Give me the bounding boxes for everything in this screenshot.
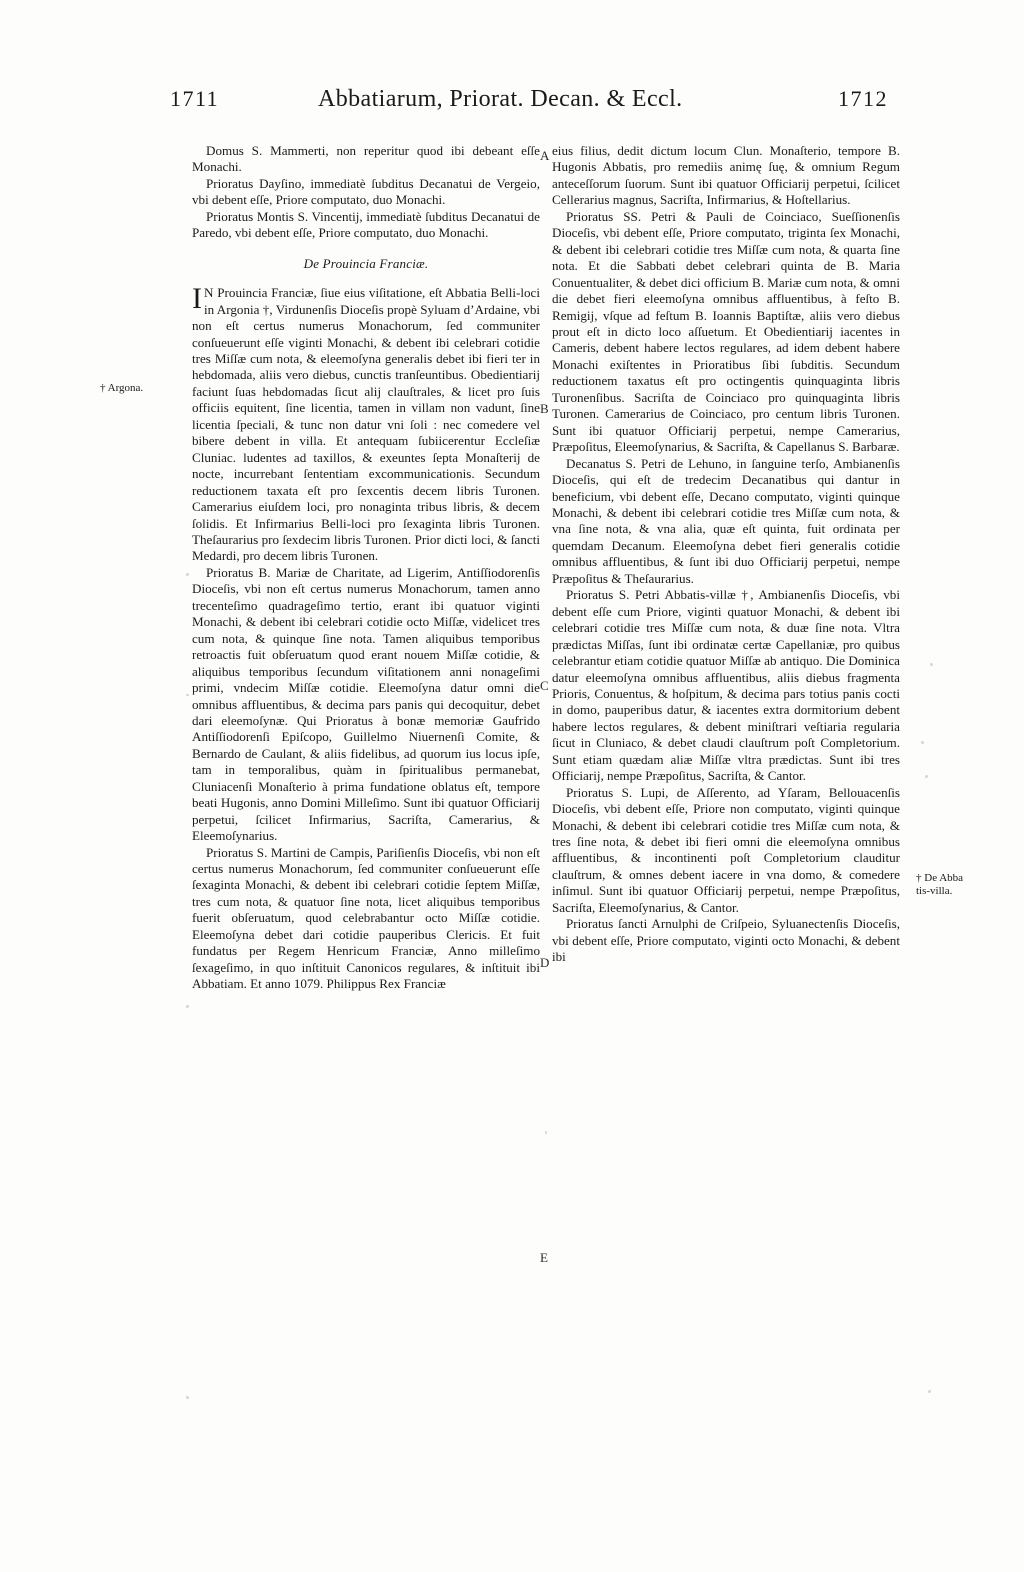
gutter-letter-b: B <box>540 401 549 416</box>
folio-number-left: 1711 <box>170 86 220 111</box>
gutter-letter-d: D <box>540 955 550 970</box>
paragraph: Prioratus B. Mariæ de Charitate, ad Ligerim, Antiſſiodorenſis Dioceſis, vbi non eſt certus numerus Monachorum, tamen anno trecenteſimo quadrageſimo tertio, erant ibi quatuor viginti Monachi, & debent ibi celebrari cotidie octo Miſſæ, videlicet tres cum nota, & quinque ſine nota. Tamen aliquibus temporibus retroactis fuit obſeruatum quod erant nouem Miſſæ cotidie, & aliquibus temporibus ſecundum viſitationem anni nonageſimi primi, vndecim Miſſæ cotidie. Eleemoſyna datur omni die omnibus affluentibus, & decima pars panis qui decoquitur, debet dari eleemoſynæ. Qui Prioratus à bonæ memoriæ Gaufrido Antiſſiodorenſi Epiſcopo, Guillelmo Niuernenſi Comite, & Bernardo de Caulant, & aliis fidelibus, ad quorum ius locus ipſe, tam in temporalibus, quàm in ſpiritualibus permanebat, Cluniacenſi Monaſterio à prima fundatione oblatus eſt, tempore beati Hugonis, anno Domini Milleſimo. Sunt ibi quatuor Officiarij perpetui, ſcilicet Infirmarius, Sacriſta, Camerarius, & Eleemoſynarius. <box>192 564 540 844</box>
text-column-right <box>552 143 900 966</box>
paragraph: Prioratus S. Petri Abbatis-villæ †, Ambianenſis Dioceſis, vbi debent eſſe cum Priore, viginti quatuor Monachi, & debent ibi celebrari cotidie tres Miſſæ cum nota, & duæ ſine nota. Vltra prædictas Miſſas, ſunt ibi ordinatæ certæ Capellaniæ, pro quibus celebrantur etiam cotidie quatuor Miſſæ ab antiquo. Die Dominica datur eleemoſyna omnibus affluentibus, aliis diebus fragmenta Prioris, Conuentus, & hoſpitum, & decima pars totius panis cocti in domo, pauperibus datur, & iacentes extra dormitorium debent habere lectos regulares, & debent miniſtrari veſtiaria regularia ſicut in Cluniaco, & debet claudi clauſtrum poſt Completorium. Sunt etiam quædam aliæ Miſſæ vltra prædictas. Sunt ibi tres Officiarij, nempe Præpoſitus, Sacriſta, & Cantor. <box>552 587 900 784</box>
margin-note-line-2: tis-villa. <box>916 885 953 897</box>
gutter-letter-c: C <box>540 678 549 693</box>
section-heading: De Prouincia Franciæ. <box>303 255 429 271</box>
paragraph: eius filius, dedit dictum locum Clun. Monaſterio, tempore B. Hugonis Abbatis, pro remediis animę ſuę, & omnium Regum anteceſſorum ſuorum. Sunt ibi quatuor Officiarij perpetui, ſcilicet Cellerarius magnus, Sacriſta, Infirmarius, & Hoſtellarius. <box>552 143 900 208</box>
page-title: Abbatiarum, Priorat. Decan. & Eccl. <box>318 86 683 112</box>
margin-note-argona: † Argona. <box>100 382 144 394</box>
paragraph: Prioratus SS. Petri & Pauli de Coinciaco, Sueſſionenſis Dioceſis, vbi debent eſſe, Priore computato, triginta ſex Monachi, & debent ibi celebrari cotidie tres Miſſæ cum nota, & quarta ſine nota. Et die Sabbati debet celebrari quinta de B. Maria Conuentualiter, & debet dici officium B. Mariæ cum nota, & omni die debet fieri eleemoſyna omnibus affluentibus, à feſto B. Remigij, vſque ad feſtum B. Ioannis Baptiſtæ, aliis vero diebus prout eſt in dicto loco aſſuetum. Et Obedientiarij iacentes in Cameris, debent habere lectos regulares, ad idem debent habere Monachi exiſtentes in Prioratibus ſibi ſubditis. Secundum reductionem taxatus eſt pro octingentis quinquaginta libris Turonenſibus. Sacriſta de Coinciaco pro quinquaginta libris Turonen. Camerarius de Coinciaco, pro centum libris Turonen. Sunt ibi quatuor Officiarij perpetui, nempe Camerarius, Præpoſitus, Eleemoſynarius, & Sacriſta, & Capellanus S. Barbaræ. <box>552 208 900 455</box>
running-head <box>170 86 870 130</box>
paragraph: Domus S. Mammerti, non reperitur quod ibi debeant eſſe Monachi. <box>192 143 540 175</box>
gutter-letter-e: E <box>540 1250 548 1265</box>
scan-speck <box>928 1390 931 1393</box>
scan-speck <box>545 1131 547 1134</box>
paragraph: Decanatus S. Petri de Lehuno, in ſanguine terſo, Ambianenſis Dioceſis, qui eſt de tredecim Decanatibus qui dantur in beneficium, vbi debent eſſe, Decano computato, viginti quinque Monachi, & debent ibi celebrari cotidie tres Miſſæ cum nota, & vna ſine nota, & vna alia, quæ eſt quinta, fuit ordinata per quemdam Decanum. Eleemoſyna debet fieri generalis cotidie omnibus affluentibus, & ſunt ibi duo Officiarij perpetui, nempe Præpoſitus & Theſaurarius. <box>552 455 900 586</box>
paragraph: Prioratus S. Lupi, de Aſſerento, ad Yſaram, Bellouacenſis Dioceſis, vbi debent eſſe, Priore non computato, viginti quinque Monachi, & debent ibi celebrari cotidie tres Miſſæ cum nota, & tres ſine nota, & debet ibi fieri omni die eleemoſyna omnibus affluentibus, & incontinenti poſt Completorium clauditur clauſtrum, & omnes debent iacere in vna domo, & comedere inſimul. Sunt ibi quatuor Officiarij perpetui, nempe Præpoſitus, Sacriſta, Eleemoſynarius, & Cantor. <box>552 784 900 915</box>
folio-number-right: 1712 <box>838 86 888 111</box>
margin-note-line-1: † De Abba <box>916 872 964 884</box>
body-text-area <box>0 143 1024 1523</box>
scan-speck <box>921 741 924 744</box>
scan-speck <box>930 663 933 666</box>
paragraph: Prioratus S. Martini de Campis, Pariſienſis Dioceſis, vbi non eſt certus numerus Monachorum, ſed communiter conſueuerunt eſſe ſexaginta Monachi, & debent ibi celebrari cotidie ſeptem Miſſæ, tres cum nota, & quatuor ſine nota, licet aliquibus temporibus fuerit obſeruatum, quod celebrabantur octo Miſſæ cotidie. Eleemoſyna debet dari cotidie pauperibus Clericis. Et fuit fundatus per Regem Henricum Franciæ, Anno milleſimo ſexageſimo, in quo inſtituit Canonicos regulares, & inſtituit ibi Abbatiam. Et anno 1079. Philippus Rex Franciæ <box>192 844 540 992</box>
paragraph: Prioratus Montis S. Vincentij, immediatè ſubditus Decanatui de Paredo, vbi debent eſſe, Priore computato, duo Monachi. <box>192 208 540 241</box>
scan-speck <box>186 573 189 576</box>
text-column-left <box>192 143 540 993</box>
paragraph: Prioratus Dayſino, immediatè ſubditus Decanatui de Vergeio, vbi debent eſſe, Priore computato, duo Monachi. <box>192 175 540 208</box>
gutter-letter-a: A <box>540 148 550 163</box>
dropcap-paragraph: IN Prouincia Franciæ, ſiue eius viſitatione, eſt Abbatia Belli-loci in Argonia †, Virdunenſis Dioceſis propè Syluam d’Ardaine, vbi non eſt certus numerus Monachorum, ſed communiter conſueuerunt eſſe viginti Monachi, & debent ibi celebrari cotidie tres Miſſæ cum nota, & eleemoſyna generalis debet ibi fieri ter in hebdomada, aliis vero diebus, cunctis tranſeuntibus. Obedientiarij faciunt ſuas hebdomadas ſicut alij clauſtrales, & licet pro ſuis officiis equitent, ſine licentia, tamen in villam non vadunt, ſine licentia ſpeciali, & tunc non datur vni ſoli : nec comedere vel bibere debent in villa. Et antequam ſubiicerentur Eccleſiæ Cluniac. ludentes ad taxillos, & exeuntes ſepta Monaſterij de nocte, incurrebant ſententiam excommunicationis. Secundum reductionem taxata eſt pro ſexcentis decem libris Turonen. Camerarius eiuſdem loci, pro nonaginta tribus libris, & decem ſolidis. Et Infirmarius Belli-loci pro ſexaginta libris Turonen. Theſaurarius pro ſexdecim libris Turonen. Prior dicti loci, & ſancti Medardi, pro decem libris Turonen. <box>192 282 540 564</box>
paragraph: Prioratus ſancti Arnulphi de Criſpeio, Syluanectenſis Dioceſis, vbi debent eſſe, Priore computato, viginti octo Monachi, & debent ibi <box>552 916 900 965</box>
scan-speck <box>186 1396 189 1399</box>
scan-speck <box>186 1005 189 1008</box>
scan-speck <box>925 775 928 778</box>
scan-speck <box>186 694 189 696</box>
